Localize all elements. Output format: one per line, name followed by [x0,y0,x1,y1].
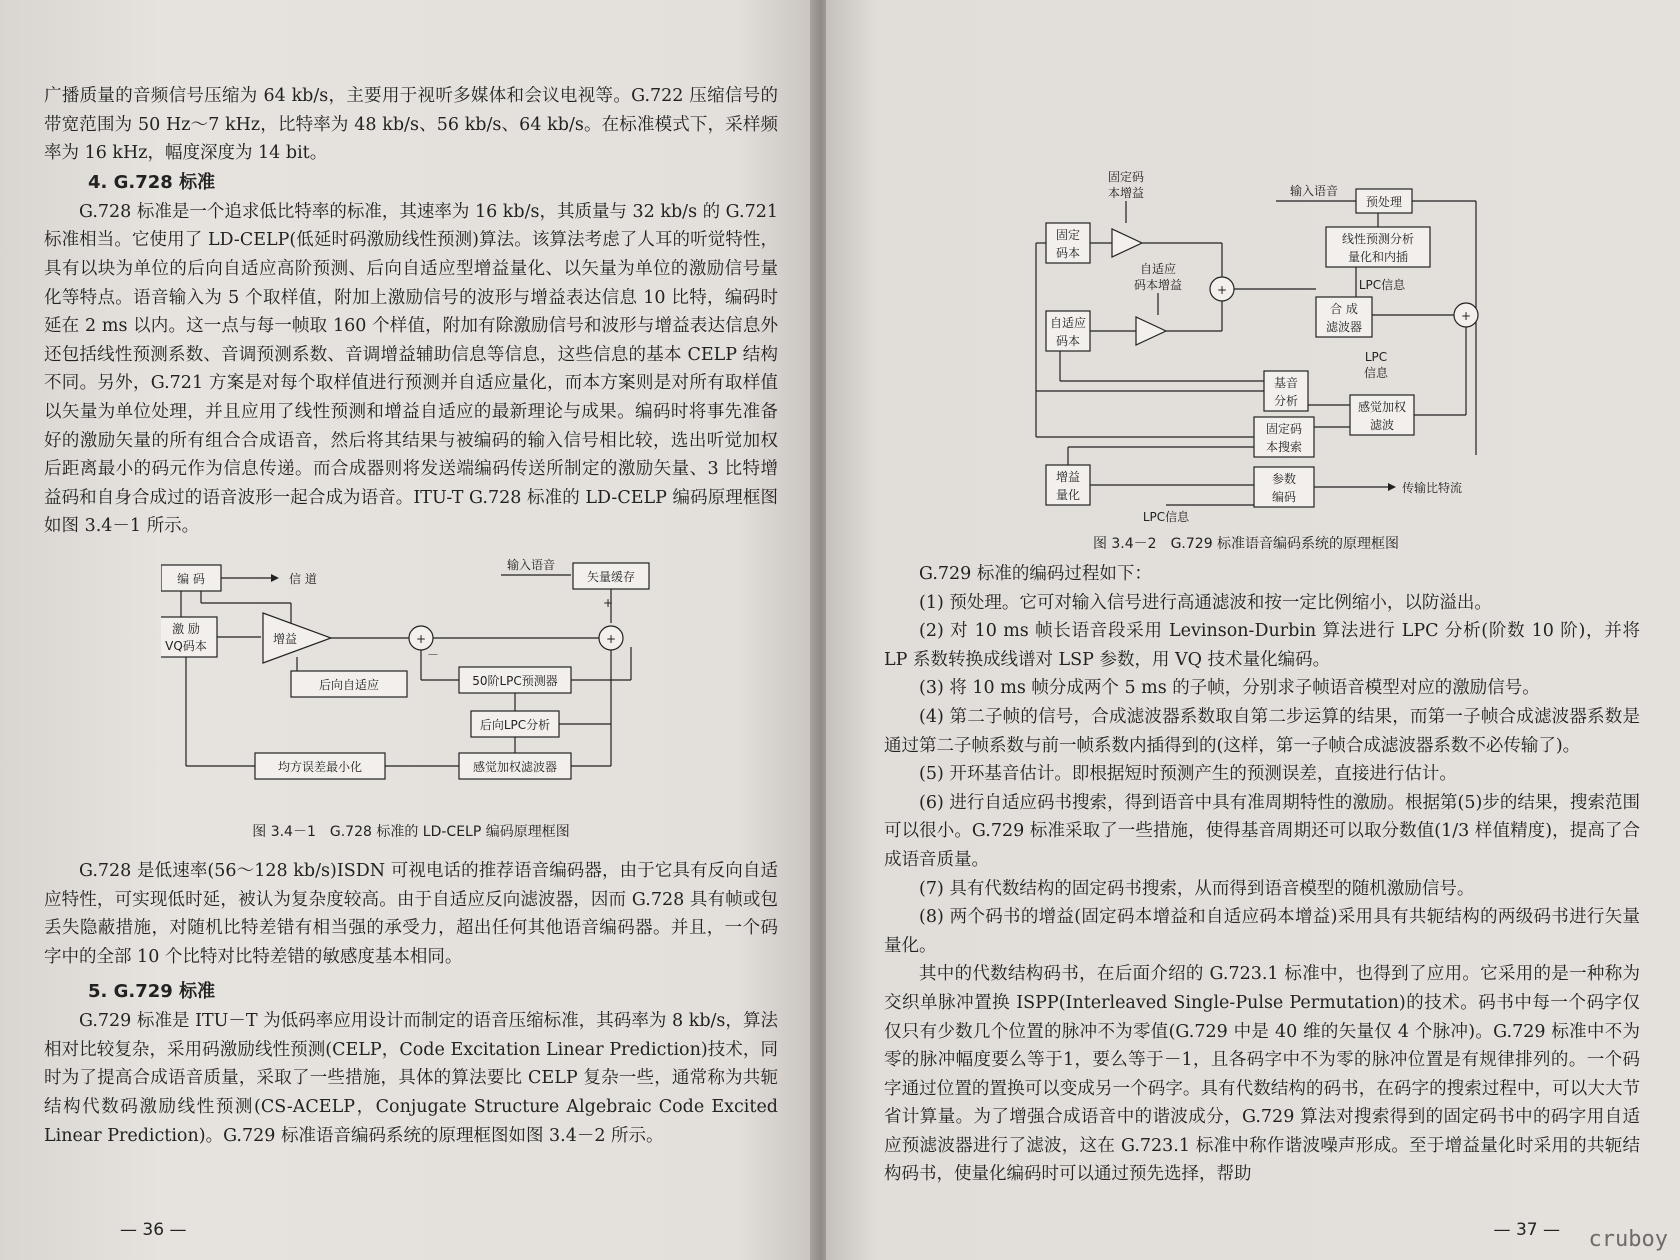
page-number-right: — 37 — [1493,1220,1560,1240]
perceptual-label: 感觉加权滤波器 [472,759,558,774]
adaptive-gain-label2: 码本增益 [1133,278,1183,292]
step-4: (4) 第二子帧的信号，合成滤波器系数取自第二步运算的结果，而第一子帧合成滤波器系数是通过第二子帧系数与前一帧系数内插得到的(这样，第一子帧合成滤波器系数不必传输了)。 [884,706,1640,756]
adaptive-cb-label2: 码本 [1055,334,1081,348]
sum1-plus: + [415,631,427,646]
step-2: (2) 对 10 ms 帧长语音段采用 Levinson-Durbin 算法进行 LPC 分析(阶数 10 阶)，并将 LP 系数转换成线谱对 LSP 参数，用 VQ 技术量化编码。 [884,621,1640,670]
step-3: (3) 将 10 ms 帧分成两个 5 ms 的子帧，分别求子帧语音模型对应的激励信号。 [919,678,1540,699]
channel-label: 信 道 [289,571,317,586]
gain-label: 增益 [272,631,298,646]
lpc-info-bottom: LPC信息 [1142,510,1190,524]
gain-quant-label: 增益 [1055,470,1081,484]
lpc-info-top: LPC信息 [1358,278,1406,292]
fixed-search-label2: 本搜索 [1265,440,1303,454]
arrow-head [271,574,279,582]
perceptual-label2: 滤波 [1369,418,1395,432]
encode-label: 编 码 [177,571,205,586]
synthesis-label2: 滤波器 [1325,320,1363,334]
sum-left-plus: + [1216,283,1228,297]
perceptual-label: 感觉加权 [1357,400,1407,414]
sum-right-plus: + [1460,309,1472,323]
fixed-search-label: 固定码 [1265,422,1303,436]
fixed-gain-label: 固定码 [1107,170,1145,184]
left-page [0,0,818,1260]
excitation-label: 激 励 [172,621,200,636]
param-label2: 编码 [1271,490,1297,504]
figure-g729-diagram [936,165,1556,555]
synthesis-label: 合 成 [1330,302,1358,316]
lpc50-label: 50阶LPC预测器 [472,673,558,688]
adaptive-gain-amp [1136,317,1166,345]
intro-paragraph: 广播质量的音频信号压缩为 64 kb/s，主要用于视听多媒体和会议电视等。G.722 压缩信号的带宽范围为 50 Hz～7 kHz，比特率为 48 kb/s、56 kb/s、64 kb/s。在标准模式下，采样频率为 16 kHz，幅度深度为 14 bit。 [44,86,778,164]
fixed-gain-amp [1112,229,1142,257]
figure-caption-g729: 图 3.4－2 G.729 标准语音编码系统的原理框图 [1092,536,1400,552]
sum2-plus: + [605,631,617,646]
input-speech-label: 输入语音 [1289,184,1339,198]
fixed-cb-label2: 码本 [1055,246,1081,260]
g729-paragraph: G.729 标准是 ITU－T 为低码率应用设计而制定的语音压缩标准，其码率为 8 kb/s，算法相对比较复杂，采用码激励线性预测(CELP，Code Excitation Linear Prediction)技术，同时为了提高合成语音质量，采取了一些措施，具体的算法要比 CELP 复杂一些，通常称为共轭结构代数码激励线性预测(CS-ACELP，Conjugate Structure Algebraic Code Excited Linear Prediction)。G.729 标准语音编码系统的原理框图如图 3.4－2 所示。 [44,1011,778,1146]
input-speech-label: 输入语音 [506,557,556,572]
isp-paragraph: 其中的代数结构码书，在后面介绍的 G.723.1 标准中，也得到了应用。它采用的是一种称为交织单脉冲置换 ISPP(Interleaved Single-Pulse Permutation)的技术。码书中每一个码字仅仅只有少数几个位置的脉冲不为零值(G.729 中是 40 维的矢量仅 4 个脉冲)。G.729 标准中不为零的脉冲幅度要么等于1，要么等于－1，且各码字中不为零的脉冲位置是有规律排列的。一个码字通过位置的置换可以变成另一个码字。具有代数结构的码书，在码字的搜索过程中，可以大大节省计算量。为了增强合成语音中的谐波成分，G.729 算法对搜索得到的固定码书中的码字用自适应预滤波器进行了滤波，这在 G.723.1 标准中称作谐波噪声形成。至于增益量化时采用的共轭结构码书，使量化编码时可以通过预先选择，帮助 [884,964,1640,1185]
lpc-info-mid: LPC [1364,350,1388,364]
backward-gain-label: 后向自适应 [318,677,380,692]
g729-block-diagram [936,165,1556,525]
lpc-analysis-label: 线性预测分析 [1341,232,1415,246]
param-arrow-head [1388,483,1396,491]
watermark: cruboy [1588,1227,1668,1252]
preprocess-label: 预处理 [1365,195,1403,209]
vq-codebook-label: VQ码本 [165,638,207,653]
fixed-gain-label2: 本增益 [1107,186,1145,200]
g728-followup-paragraph: G.728 是低速率(56～128 kb/s)ISDN 可视电话的推荐语音编码器，由于它具有反向自适应特性，可实现低时延，被认为复杂度较高。由于自适应反向滤波器，因而 G.728 具有帧或包丢失隐蔽措施，对随机比特差错有相当强的承受力，超出任何其他语音编码器。并且，一个码字中的全部 10 个比特对比特差错的敏感度基本相同。 [44,860,778,967]
process-intro: G.729 标准的编码过程如下： [919,564,1152,584]
adaptive-cb-label: 自适应 [1049,316,1087,330]
step-6: (6) 进行自适应码书搜索，得到语音中具有准周期特性的激励。根据第(5)步的结果，搜索范围可以很小。G.729 标准采取了一些措施，使得基音周期还可以取分数值(1/3 样值精度)，提高了合成语音质量。 [884,792,1640,870]
minus-sign: － [427,647,440,662]
transmit-label: 传输比特流 [1402,481,1463,495]
step-8: (8) 两个码书的增益(固定码本增益和自适应码本增益)采用具有共轭结构的两级码书进行矢量量化。 [884,907,1640,956]
step-5: (5) 开环基音估计。即根据短时预测产生的预测误差，直接进行估计。 [919,764,1457,785]
section-heading-g728: 4. G.728 标准 [88,171,216,193]
backward-lpc-label: 后向LPC分析 [479,717,551,732]
g728-block-diagram [161,555,661,817]
g728-paragraph: G.728 标准是一个追求低比特率的标准，其速率为 16 kb/s，其质量与 32 kb/s 的 G.721标准相当。它使用了 LD-CELP(低延时码激励线性预测)算法。该算法考虑了人耳的听觉特性，具有以块为单位的后向自适应高阶预测、后向自适应型增益量化、以矢量为单位的激励信号量化等特点。语音输入为 5 个取样值，附加上激励信号的波形与增益表达信息 10 比特，编码时延在 2 ms 以内。这一点与每一帧取 160 个样值，附加有除激励信号和波形与增益表达信息外还包括线性预测系数、音调预测系数、音调增益辅助信息等信息，这些信息的基本 CELP 结构不同。另外，G.721 方案是对每个取样值进行预测并自适应量化，而本方案则是对所有取样值以矢量为单位处理，并且应用了线性预测和增益自适应的最新理论与成果。编码时将事先准备好的激励矢量的所有组合合成语音，然后将其结果与被编码的输入信号相比较，选出听觉加权后距离最小的码元作为信息传递。而合成器则将发送端编码传送所制定的激励矢量、3 比特增益码和自身合成过的语音波形一起合成为语音。ITU-T G.728 标准的 LD-CELP 编码原理框图如图 3.4－1 所示。 [44,201,778,537]
figure-g728-diagram [161,555,661,843]
vector-buffer-label: 矢量缓存 [586,569,636,584]
mse-label: 均方误差最小化 [277,759,363,774]
plus-sign: + [603,595,614,610]
lpc-info-mid2: 信息 [1363,366,1389,380]
figure-caption-g728: 图 3.4－1 G.728 标准的 LD-CELP 编码原理框图 [252,823,570,840]
section-heading-g729: 5. G.729 标准 [88,981,216,1003]
step-7: (7) 具有代数结构的固定码书搜索，从而得到语音模型的随机激励信号。 [919,878,1475,899]
pitch-label: 基音 [1273,376,1299,390]
fixed-cb-label: 固定 [1055,228,1081,242]
pitch-label2: 分析 [1273,394,1299,408]
right-page [826,0,1680,1260]
param-label: 参数 [1271,472,1297,486]
page-number-left: — 36 — [120,1220,187,1240]
adaptive-gain-label: 自适应 [1139,262,1177,276]
gain-quant-label2: 量化 [1055,488,1081,502]
lpc-analysis-label2: 量化和内插 [1347,250,1409,264]
step-1: (1) 预处理。它可对输入信号进行高通滤波和按一定比例缩小，以防溢出。 [919,592,1492,613]
